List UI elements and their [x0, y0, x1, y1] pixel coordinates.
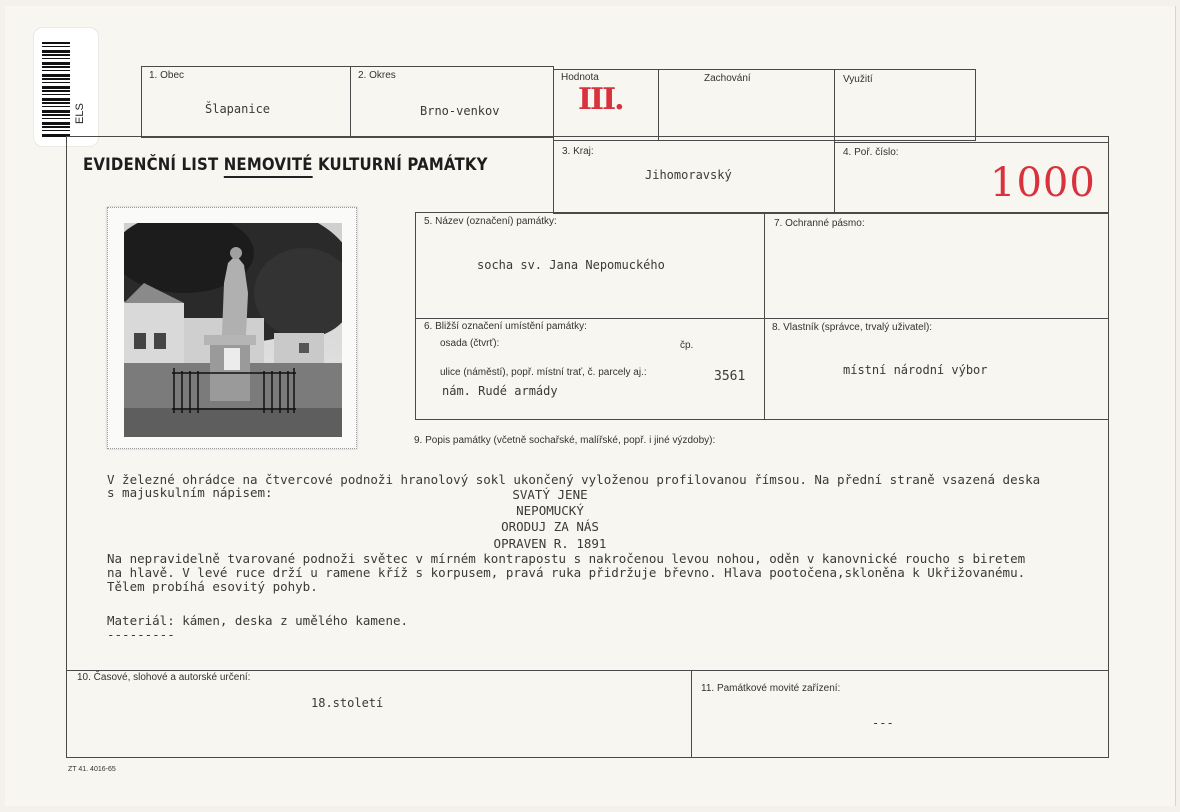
nazev-label: 5. Název (označení) památky: [424, 216, 557, 227]
popis-line5: Tělem probíhá esovitý pohyb. [107, 579, 318, 594]
inscription-line3: ORODUJ ZA NÁS [501, 519, 599, 534]
popis-line4: na hlavě. V levé ruce drží u ramene kříž s korpusem, pravá ruka přidržuje břevno. Hlava pootočena,skloněna k Ukřižovanému. [107, 565, 1026, 580]
hodnota-value [578, 82, 623, 117]
heading-part2: NEMOVITÉ [224, 155, 313, 178]
form-code: ZT 41. 4016-65 [68, 766, 116, 773]
popis-line2: s majuskulním nápisem: [107, 485, 273, 500]
popis-line1: V železné ohrádce na čtvercové podnoži hranolový sokl ukončený vyloženou profilovanou římsou. Na přední straně vsazená deska [107, 472, 1041, 487]
kraj-value: Jihomoravský [645, 168, 732, 182]
hodnota-label: Hodnota [561, 72, 599, 83]
kraj-label: 3. Kraj: [562, 146, 594, 157]
casove-label: 10. Časové, slohové a autorské určení: [77, 672, 251, 683]
ulice-label: ulice (náměstí), popř. místní trať, č. parcely aj.: [440, 367, 647, 378]
material-line: Materiál: kámen, deska z umělého kamene. [107, 613, 409, 628]
parcela-value: 3561 [714, 369, 746, 384]
obec-value: Šlapanice [205, 102, 271, 116]
barcode-sticker [34, 28, 98, 146]
casove-value: 18.století [311, 696, 384, 710]
por-cislo-label: 4. Poř. číslo: [843, 147, 899, 158]
inscription-line2: NEPOMUCKÝ [516, 503, 584, 518]
vyuziti-label: Využití [843, 74, 873, 85]
umisteni-value: nám. Rudé armády [442, 384, 558, 398]
por-cislo-value: 1000 [990, 160, 1096, 206]
movite-label: 11. Památkové movité zařízení: [701, 683, 841, 694]
ochranne-label: 7. Ochranné pásmo: [774, 218, 865, 229]
movite-value: --- [872, 716, 894, 730]
inscription-line1: SVATÝ JENE [512, 487, 588, 502]
sticker-code: ELS [74, 103, 86, 124]
card-heading [83, 155, 488, 175]
inscription-line4: OPRAVEN R. 1891 [493, 536, 607, 551]
okres-label: 2. Okres [358, 70, 396, 81]
heading-part3: KULTURNÍ PAMÁTKY [312, 155, 488, 175]
material-underline: --------- [107, 627, 175, 642]
osada-label: osada (čtvrť): [440, 338, 500, 349]
monument-photo [124, 223, 342, 437]
casove-box [66, 670, 692, 758]
barcode-icon [42, 42, 70, 138]
okres-value: Brno-venkov [420, 104, 500, 118]
nazev-value: socha sv. Jana Nepomuckého [477, 258, 665, 272]
vlastnik-value: místní národní výbor [843, 363, 988, 377]
umisteni-label: 6. Bližší označení umístění památky: [424, 321, 587, 332]
obec-label: 1. Obec [149, 70, 185, 81]
monument-photo-frame [107, 207, 357, 449]
heading-part1: EVIDENČNÍ LIST [83, 155, 224, 175]
popis-label: 9. Popis památky (včetně sochařské, malířské, popř. i jiné výzdoby): [414, 435, 716, 446]
cp-label: čp. [680, 340, 694, 351]
zachovani-label: Zachování [704, 73, 751, 84]
hodnota-stamp: III. [578, 82, 623, 117]
popis-line3: Na nepravidelně tvarované podnoži světec v mírném kontrapostu s nakročenou levou nohou, oděn v kanovnické roucho s biretem [107, 551, 1026, 566]
vlastnik-label: 8. Vlastník (správce, trvalý uživatel): [772, 322, 933, 333]
